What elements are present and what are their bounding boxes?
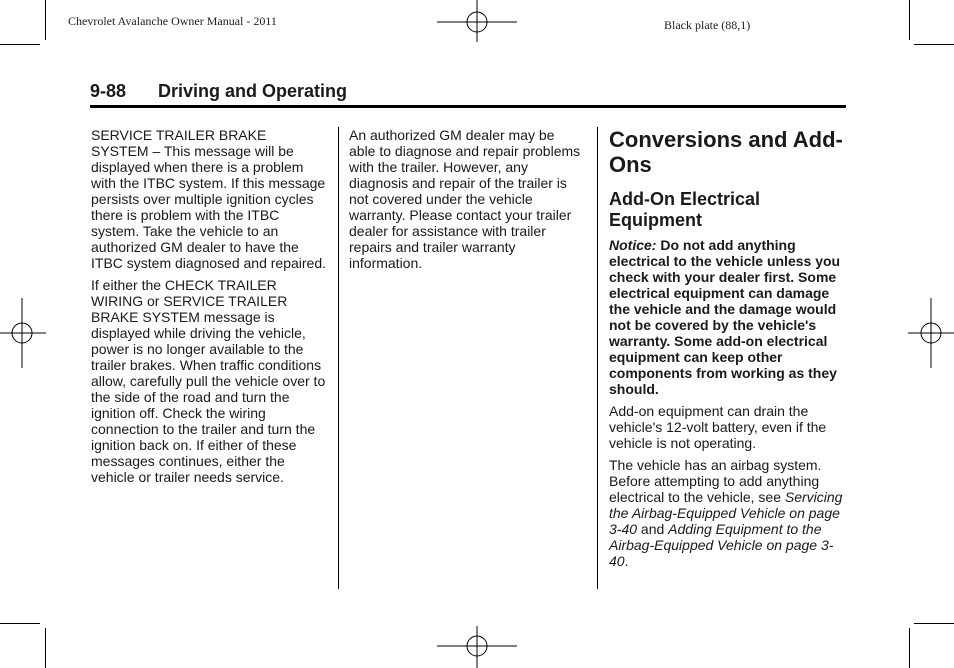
- crop-mark: [914, 623, 954, 624]
- cross-reference-link[interactable]: Adding Equipment to the Airbag-Equipped Vehicle on page 3-40: [609, 521, 834, 569]
- section-header: [90, 79, 846, 108]
- cross-reference-link[interactable]: Servicing the Airbag-Equipped Vehicle on page 3-40: [609, 489, 843, 537]
- page-number: 9-88: [90, 81, 127, 101]
- crop-mark: [909, 628, 910, 668]
- section-title: Driving and Operating: [158, 81, 348, 101]
- paragraph-text: and: [640, 521, 665, 537]
- column-divider: [338, 127, 339, 589]
- column-middle: [349, 127, 581, 277]
- paragraph: An authorized GM dealer may be able to diagnose and repair problems with the trailer. However, any diagnosis and repair of the trailer is not covered under the vehicle warranty. Please contact your trailer dealer for assistance with trailer repairs and trailer warranty information.: [349, 127, 581, 271]
- paragraph: [609, 457, 845, 569]
- crop-mark: [45, 628, 46, 668]
- paragraph: If either the CHECK TRAILER WIRING or SERVICE TRAILER BRAKE SYSTEM message is displayed while driving the vehicle, power is no longer available to the trailer brakes. When traffic conditions allow, carefully pull the vehicle over to the side of the road and turn the ignition off. Check the wiring connection to the trailer and turn the ignition back on. If either of these messages continues, either the vehicle or trailer needs service.: [91, 277, 326, 485]
- column-left: [91, 127, 327, 491]
- registration-mark-icon: [437, 0, 517, 42]
- notice-label: Notice:: [609, 237, 657, 253]
- registration-mark-icon: [437, 626, 517, 668]
- crop-mark: [0, 623, 40, 624]
- crop-mark: [909, 0, 910, 40]
- chapter-heading: Conversions and Add-Ons: [609, 127, 843, 177]
- notice-block: [609, 237, 845, 397]
- notice-text: Do not add anything electrical to the vehicle unless you check with your dealer first. Some electrical equipment can damage the vehicle and the damage would not be covered by the vehicle's warranty. Some add-on electrical equipment can keep other components from working as they should.: [609, 237, 841, 397]
- paragraph-text: .: [624, 553, 629, 569]
- subsection-heading: Add-On Electrical Equipment: [609, 189, 761, 230]
- column-right: [609, 127, 845, 575]
- plate-label: Black plate (88,1): [664, 18, 751, 32]
- crop-mark: [914, 44, 954, 45]
- paragraph: Add-on equipment can drain the vehicle's 12-volt battery, even if the vehicle is not operating.: [609, 403, 827, 451]
- crop-mark: [0, 44, 40, 45]
- paragraph: SERVICE TRAILER BRAKE SYSTEM – This message will be displayed when there is a problem with the ITBC system. If this message persists over multiple ignition cycles there is problem with the ITBC system. Take the vehicle to an authorized GM dealer to have the ITBC system diagnosed and repaired.: [91, 127, 327, 271]
- manual-title: Chevrolet Avalanche Owner Manual - 2011: [68, 14, 277, 28]
- paragraph-text: The vehicle has an airbag system. Before attempting to add anything electrical to the vehicle, see: [609, 457, 822, 505]
- registration-mark-icon: [908, 298, 954, 368]
- column-divider: [597, 127, 598, 589]
- registration-mark-icon: [0, 298, 46, 368]
- crop-mark: [45, 0, 46, 40]
